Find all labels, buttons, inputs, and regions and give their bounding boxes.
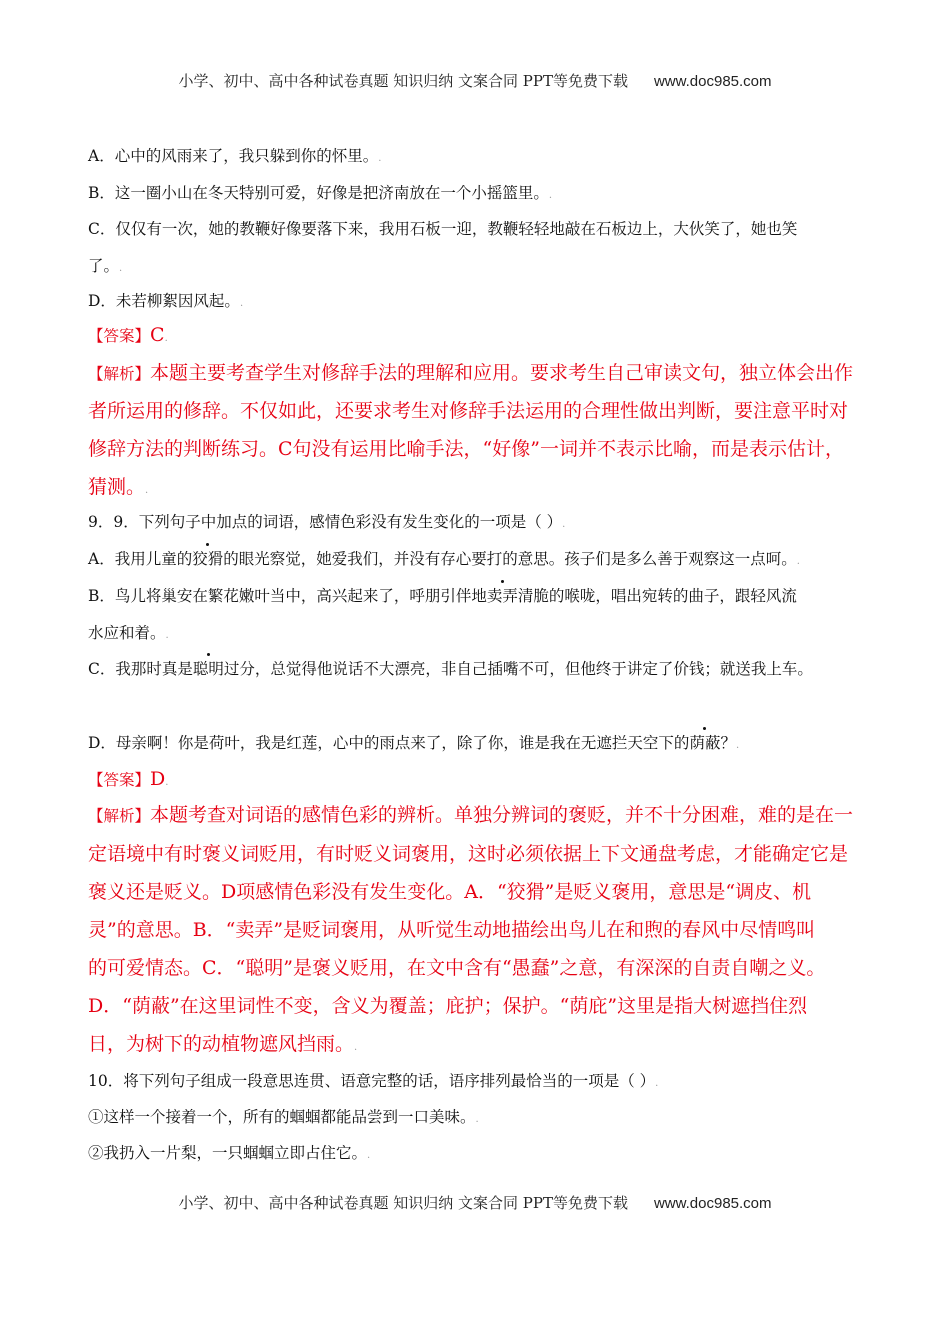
dotted-word: 卖弄 — [486, 587, 518, 605]
q10-stem: 10．将下列句子组成一段意思连贯、语意完整的话，语序排列最恰当的一项是（ ）. — [88, 1072, 659, 1090]
q9-analysis-line6: D．“荫蔽”在这里词性不变，含义为覆盖；庇护；保护。“荫庇”这里是指大树遮挡住烈 — [88, 995, 808, 1017]
answer-label: 【答案】 — [88, 771, 151, 789]
page-footer — [0, 1192, 950, 1213]
q8-option-b: B．这一圈小山在冬天特别可爱，好像是把济南放在一个小摇篮里。. — [88, 184, 553, 202]
q8-option-c-line2: 了。. — [88, 257, 123, 275]
q9-analysis-line5: 的可爱情态。C．“聪明”是褒义贬用，在文中含有“愚蠢”之意，有深深的自责自嘲之义。 — [88, 957, 826, 979]
q8-option-d: D．未若柳絮因风起。. — [88, 292, 244, 310]
q8-analysis-line4: 猜测。. — [88, 476, 149, 498]
q9-answer: 【答案】D. — [88, 768, 169, 790]
q9-option-b-line2: 水应和着。. — [88, 624, 169, 642]
header-site[interactable]: www.doc985.com — [653, 73, 772, 90]
q8-analysis-line3: 修辞方法的判断练习。C句没有运用比喻手法，“好像”一词并不表示比喻，而是表示估计， — [88, 438, 844, 460]
answer-label: 【答案】 — [88, 327, 151, 345]
q9-analysis-line4: 灵”的意思。B．“卖弄”是贬词褒用，从听觉生动地描绘出鸟儿在和煦的春风中尽情鸣叫 — [88, 919, 816, 941]
header-text: 小学、初中、高中各种试卷真题 知识归纳 文案合同 PPT等免费下载 — [178, 72, 628, 90]
q10-sentence-1: ①这样一个接着一个，所有的蝈蝈都能品尝到一口美味。. — [88, 1108, 479, 1126]
analysis-label: 【解析】 — [88, 807, 151, 825]
q8-analysis-line2: 者所运用的修辞。不仅如此，还要求考生对修辞手法运用的合理性做出判断，要注意平时对 — [88, 400, 849, 422]
answer-value: C — [150, 324, 165, 346]
q9-option-a: A．我用儿童的狡猾的眼光察觉，她爱我们，并没有存心要打的意思。孩子们是多么善于观察这一点呵。. — [88, 550, 800, 568]
q9-analysis-line2: 定语境中有时褒义词贬用，有时贬义词褒用，这时必须依据上下文通盘考虑，才能确定它是 — [88, 843, 849, 865]
q9-option-b-line1: B．鸟儿将巢安在繁花嫩叶当中，高兴起来了，呼朋引伴地卖弄清脆的喉咙，唱出宛转的曲子，跟轻风流 — [88, 587, 797, 605]
analysis-label: 【解析】 — [88, 365, 151, 383]
q9-option-c: C．我那时真是聪明过分，总觉得他说话不大漂亮，非自己插嘴不可，但他终于讲定了价钱；就送我上车。 — [88, 660, 813, 678]
dotted-word: 狡猾 — [192, 550, 224, 568]
q9-option-d: D．母亲啊！你是荷叶，我是红莲，心中的雨点来了，除了你，谁是我在无遮拦天空下的荫蔽？. — [88, 734, 740, 752]
footer-text: 小学、初中、高中各种试卷真题 知识归纳 文案合同 PPT等免费下载 — [178, 1194, 628, 1212]
q8-answer: 【答案】C. — [88, 324, 168, 346]
dotted-word: 荫蔽 — [689, 734, 721, 752]
page-header — [0, 70, 950, 91]
dotted-word: 聪明 — [192, 660, 224, 678]
q8-option-c-line1: C．仅仅有一次，她的教鞭好像要落下来，我用石板一迎，教鞭轻轻地敲在石板边上，大伙笑了，她也笑 — [88, 220, 798, 238]
q8-analysis-line1: 【解析】本题主要考查学生对修辞手法的理解和应用。要求考生自己审读文句，独立体会出作 — [88, 362, 854, 384]
q9-analysis-line7: 日，为树下的动植物遮风挡雨。. — [88, 1033, 358, 1055]
q9-analysis-line1: 【解析】本题考查对词语的感情色彩的辨析。单独分辨词的褒贬，并不十分困难，难的是在一 — [88, 804, 854, 826]
q9-stem: 9．9．下列句子中加点的词语，感情色彩没有发生变化的一项是（ ）. — [88, 513, 566, 531]
q8-option-a: A．心中的风雨来了，我只躲到你的怀里。. — [88, 147, 382, 165]
q10-sentence-2: ②我扔入一片梨，一只蝈蝈立即占住它。. — [88, 1144, 371, 1162]
q9-analysis-line3: 褒义还是贬义。D项感情色彩没有发生变化。A．“狡猾”是贬义褒用，意思是“调皮、机 — [88, 881, 812, 903]
answer-value: D — [150, 768, 166, 790]
footer-site[interactable]: www.doc985.com — [653, 1195, 772, 1212]
